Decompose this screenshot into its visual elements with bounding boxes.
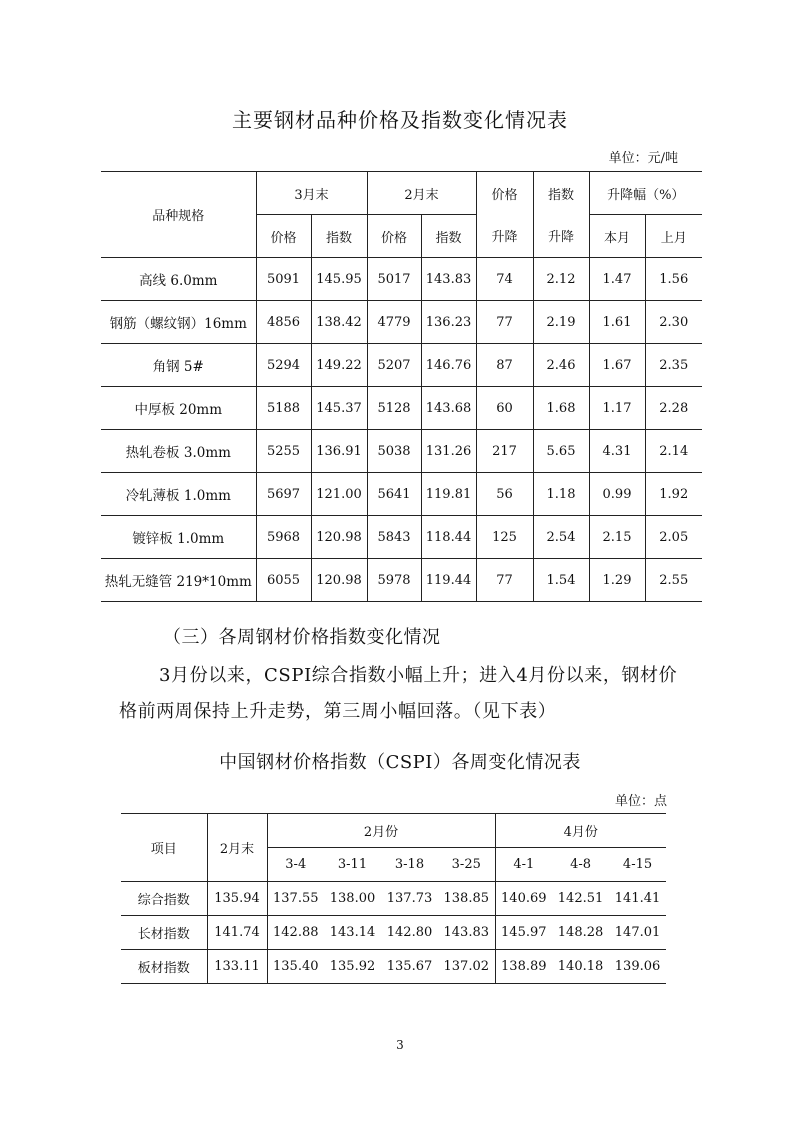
table-cell: 2.19 [533,301,589,344]
table-row [101,516,702,559]
table-cell: 136.23 [421,301,476,344]
table-cell: 74 [476,258,533,301]
table-cell: 5128 [367,387,421,430]
table-cell: 119.81 [421,473,476,516]
cspi-weekly-table [121,813,666,984]
table-cell: 5091 [256,258,311,301]
table-row [101,430,702,473]
header-index: 指数 [533,172,589,215]
table-cell: 137.55 [267,882,324,916]
table-cell: 140.69 [495,882,552,916]
header-rise: 升降 [476,215,533,258]
table-cell: 5294 [256,344,311,387]
table-cell: 139.06 [609,950,666,984]
table-cell: 135.92 [324,950,381,984]
table-cell: 147.01 [609,916,666,950]
table-cell: 118.44 [421,516,476,559]
header-feb-end: 2月末 [207,814,267,882]
week-header: 3-25 [438,848,495,882]
table-row [101,258,702,301]
week-header: 3-4 [267,848,324,882]
table-cell: 1.67 [589,344,645,387]
table-cell: 149.22 [311,344,367,387]
table-cell: 1.92 [645,473,702,516]
table-cell: 141.41 [609,882,666,916]
row-label: 角钢 5# [101,344,256,387]
table-cell: 2.30 [645,301,702,344]
table-row [101,344,702,387]
table-row [101,559,702,602]
header-change-pct: 升降幅（%） [589,172,702,215]
table-row [101,301,702,344]
table-cell: 5978 [367,559,421,602]
table-cell: 137.02 [438,950,495,984]
table-cell: 2.35 [645,344,702,387]
table-cell: 135.67 [381,950,438,984]
table-cell: 77 [476,301,533,344]
table-cell: 217 [476,430,533,473]
header-index-sub: 指数 [311,215,367,258]
table-cell: 119.44 [421,559,476,602]
table-cell: 60 [476,387,533,430]
table-cell: 2.54 [533,516,589,559]
table-cell: 56 [476,473,533,516]
table-cell: 145.97 [495,916,552,950]
table-row [101,387,702,430]
table-cell: 5207 [367,344,421,387]
row-label: 热轧无缝管 219*10mm [101,559,256,602]
table-cell: 5038 [367,430,421,473]
table-cell: 2.15 [589,516,645,559]
row-label: 长材指数 [121,916,207,950]
table-cell: 87 [476,344,533,387]
table-row [121,950,666,984]
row-label: 中厚板 20mm [101,387,256,430]
table-cell: 0.99 [589,473,645,516]
table-cell: 1.68 [533,387,589,430]
row-label: 钢筋（螺纹钢）16mm [101,301,256,344]
table-cell: 142.80 [381,916,438,950]
table-cell: 1.56 [645,258,702,301]
header-price: 价格 [476,172,533,215]
section-paragraph: 3月份以来，CSPI综合指数小幅上升；进入4月份以来，钢材价格前两周保持上升走势，第三周小幅回落。（见下表） [119,665,678,722]
table-cell: 142.88 [267,916,324,950]
table-cell: 146.76 [421,344,476,387]
table-cell: 77 [476,559,533,602]
table-cell: 138.42 [311,301,367,344]
header-index-sub2: 指数 [421,215,476,258]
table-cell: 120.98 [311,559,367,602]
table-cell: 120.98 [311,516,367,559]
table-cell: 6055 [256,559,311,602]
table-cell: 5188 [256,387,311,430]
header-mar-end: 3月末 [256,172,367,215]
week-header: 3-11 [324,848,381,882]
table-row [101,473,702,516]
header-price-sub: 价格 [256,215,311,258]
table-cell: 136.91 [311,430,367,473]
week-header: 4-1 [495,848,552,882]
table-cell: 145.37 [311,387,367,430]
header-rise2: 升降 [533,215,589,258]
table-cell: 1.29 [589,559,645,602]
table-cell: 1.61 [589,301,645,344]
week-header: 3-18 [381,848,438,882]
table-cell: 141.74 [207,916,267,950]
table-cell: 135.40 [267,950,324,984]
header-this-month: 本月 [589,215,645,258]
table-cell: 2.28 [645,387,702,430]
table-cell: 5255 [256,430,311,473]
table1-unit: 单位：元/吨 [608,151,678,166]
table2-title: 中国钢材价格指数（CSPI）各周变化情况表 [219,752,581,773]
table-cell: 145.95 [311,258,367,301]
table-cell: 5.65 [533,430,589,473]
table-cell: 143.68 [421,387,476,430]
row-label: 热轧卷板 3.0mm [101,430,256,473]
row-label: 冷轧薄板 1.0mm [101,473,256,516]
header-group-apr: 4月份 [495,814,666,848]
table-cell: 143.83 [421,258,476,301]
table-cell: 4.31 [589,430,645,473]
table-cell: 2.46 [533,344,589,387]
header-price-sub2: 价格 [367,215,421,258]
table-cell: 5697 [256,473,311,516]
table-cell: 121.00 [311,473,367,516]
table-cell: 135.94 [207,882,267,916]
table-cell: 138.85 [438,882,495,916]
table-cell: 142.51 [552,882,609,916]
table-cell: 5843 [367,516,421,559]
header-group-feb: 2月份 [267,814,495,848]
table-cell: 131.26 [421,430,476,473]
table-cell: 140.18 [552,950,609,984]
table-row [121,916,666,950]
table-cell: 4856 [256,301,311,344]
table-cell: 137.73 [381,882,438,916]
header-spec: 品种规格 [152,209,205,224]
table-cell: 1.54 [533,559,589,602]
page-number: 3 [396,1038,404,1052]
table-cell: 143.83 [438,916,495,950]
table-cell: 133.11 [207,950,267,984]
table-cell: 138.00 [324,882,381,916]
table-cell: 1.18 [533,473,589,516]
table1-title: 主要钢材品种价格及指数变化情况表 [232,108,568,132]
table-cell: 2.14 [645,430,702,473]
table-cell: 1.47 [589,258,645,301]
table-cell: 5968 [256,516,311,559]
table-cell: 1.17 [589,387,645,430]
row-label: 高线 6.0mm [101,258,256,301]
table-cell: 2.55 [645,559,702,602]
table-cell: 5641 [367,473,421,516]
table2-unit: 单位：点 [614,794,667,809]
week-header: 4-8 [552,848,609,882]
row-label: 板材指数 [121,950,207,984]
row-label: 综合指数 [121,882,207,916]
header-feb-end: 2月末 [367,172,476,215]
table-cell: 125 [476,516,533,559]
week-header: 4-15 [609,848,666,882]
table-cell: 148.28 [552,916,609,950]
table-cell: 2.05 [645,516,702,559]
header-last-month: 上月 [645,215,702,258]
table-row [121,882,666,916]
table-cell: 2.12 [533,258,589,301]
table-cell: 138.89 [495,950,552,984]
table-cell: 4779 [367,301,421,344]
row-label: 镀锌板 1.0mm [101,516,256,559]
steel-price-table [101,171,702,602]
table-cell: 143.14 [324,916,381,950]
section-heading: （三）各周钢材价格指数变化情况 [163,627,441,648]
header-item: 项目 [150,842,177,857]
table-cell: 5017 [367,258,421,301]
